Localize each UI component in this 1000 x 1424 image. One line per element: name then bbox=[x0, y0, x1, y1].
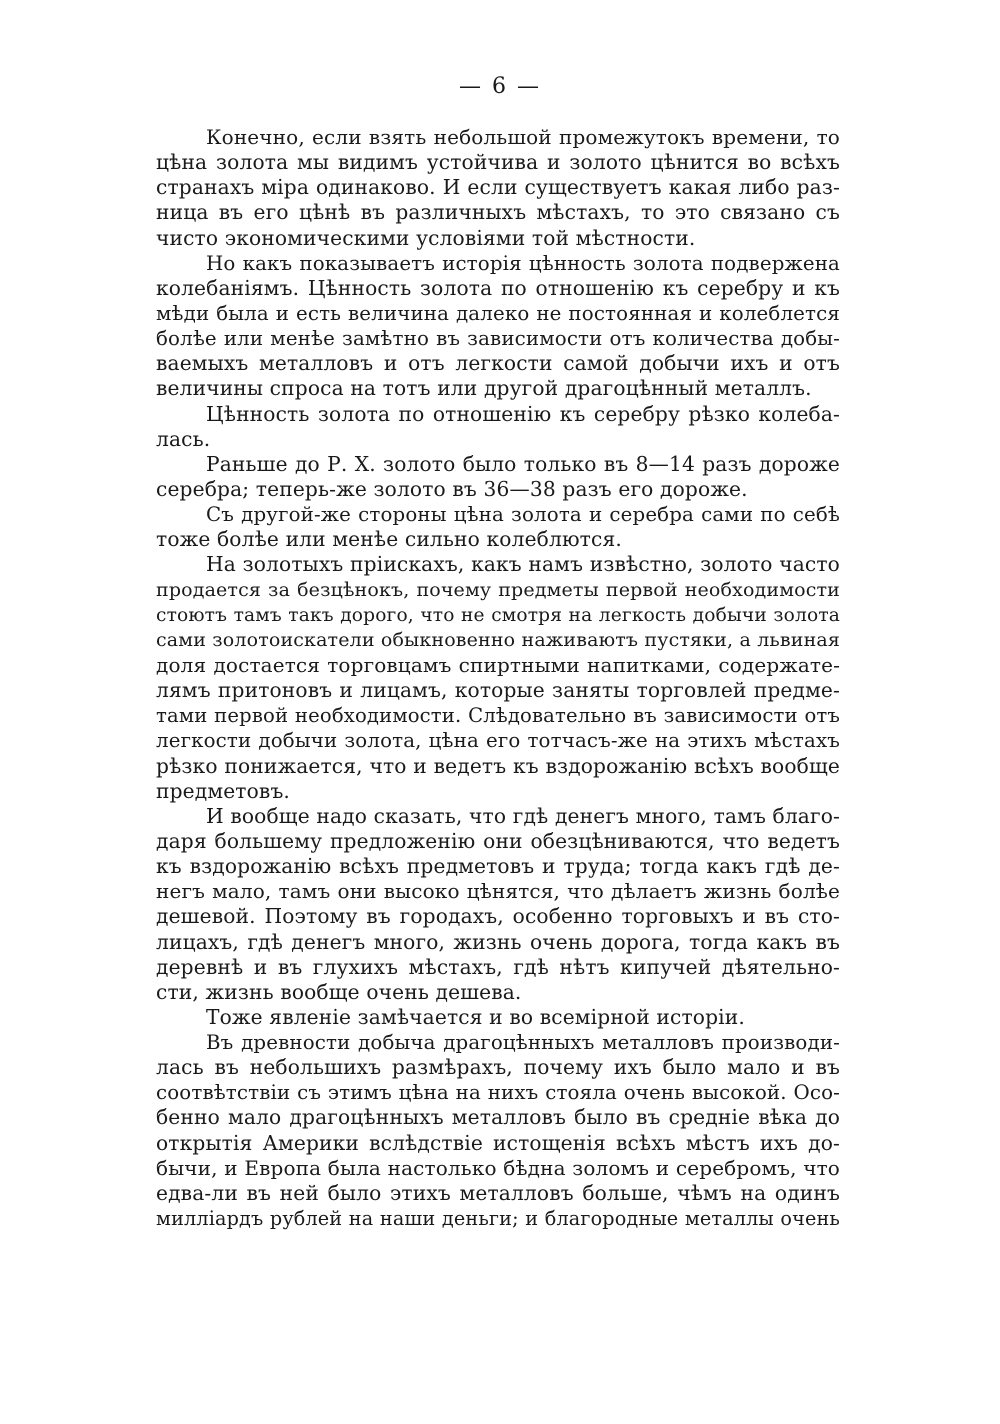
text-line: ница въ его цѣнѣ въ различныхъ мѣстахъ, то это связано съ bbox=[156, 200, 840, 225]
text-line: доля достается торговцамъ спиртными напитками, содержате- bbox=[156, 652, 840, 677]
text-line: открытія Америки вслѣдствіе истощенія всѣхъ мѣстъ ихъ до- bbox=[156, 1130, 840, 1155]
text-line: мѣди была и есть величина далеко не постоянная и колеблется bbox=[156, 301, 840, 325]
text-line: На золотыхъ пріискахъ, какъ намъ извѣстно, золото часто bbox=[206, 552, 840, 577]
text-line: Но какъ показываетъ исторія цѣнность золота подвержена bbox=[206, 251, 840, 275]
text-line: тами первой необходимости. Слѣдовательно въ зависимости отъ bbox=[156, 704, 840, 728]
page-number: — 6 — bbox=[459, 74, 541, 99]
body-text bbox=[156, 125, 840, 1231]
text-line: болѣе или менѣе замѣтно въ зависимости отъ количества добы- bbox=[156, 327, 840, 351]
text-line: величины спроса на тотъ или другой драгоцѣнный металлъ. bbox=[156, 376, 812, 401]
text-line: рѣзко понижается, что и ведетъ къ вздорожанію всѣхъ вообще bbox=[156, 753, 840, 778]
text-line: соотвѣтствіи съ этимъ цѣна на нихъ стояла очень высокой. Осо- bbox=[156, 1081, 840, 1105]
text-line: бычи, и Европа была настолько бѣдна золомъ и серебромъ, что bbox=[156, 1155, 840, 1180]
text-line: Конечно, если взять небольшой промежутокъ времени, то bbox=[206, 125, 840, 149]
text-line: лась въ небольшихъ размѣрахъ, почему ихъ было мало и въ bbox=[156, 1055, 840, 1080]
text-line: негъ мало, тамъ они высоко цѣнятся, что дѣлаетъ жизнь болѣе bbox=[156, 879, 840, 904]
text-line: дешевой. Поэтому въ городахъ, особенно торговыхъ и въ сто- bbox=[156, 904, 840, 929]
text-line: къ вздорожанію всѣхъ предметовъ и труда; тогда какъ гдѣ де- bbox=[156, 854, 840, 879]
text-line: едва-ли въ ней было этихъ металловъ больше, чѣмъ на одинъ bbox=[156, 1180, 840, 1205]
text-line: продается за безцѣнокъ, почему предметы первой необходимости bbox=[156, 578, 840, 601]
text-line: милліардъ рублей на наши деньги; и благородные металлы очень bbox=[156, 1207, 840, 1231]
text-line: ваемыхъ металловъ и отъ легкости самой добычи ихъ и отъ bbox=[156, 351, 840, 376]
text-line: легкости добычи золота, цѣна его тотчасъ-же на этихъ мѣстахъ bbox=[156, 729, 840, 753]
text-line: тоже болѣе или менѣе сильно колеблются. bbox=[156, 527, 622, 552]
text-line: Цѣнность золота по отношенію къ серебру рѣзко колеба- bbox=[206, 401, 840, 426]
text-line: чисто экономическими условіями той мѣстности. bbox=[156, 225, 696, 250]
text-line: колебаніямъ. Цѣнность золота по отношенію къ серебру и къ bbox=[156, 275, 840, 300]
text-line: И вообще надо сказать, что гдѣ денегъ много, тамъ благо- bbox=[206, 803, 840, 828]
text-line: даря большему предложенію они обезцѣниваются, что ведетъ bbox=[156, 828, 840, 853]
text-line: цѣна золота мы видимъ устойчива и золото цѣнится во всѣхъ bbox=[156, 150, 840, 175]
text-line: деревнѣ и въ глухихъ мѣстахъ, гдѣ нѣтъ кипучей дѣятельно- bbox=[156, 954, 840, 979]
text-line: Раньше до Р. Х. золото было только въ 8—14 разъ дороже bbox=[206, 451, 840, 476]
text-line: лямъ притоновъ и лицамъ, которые заняты торговлей предме- bbox=[156, 678, 840, 703]
text-line: Съ другой-же стороны цѣна золота и серебра сами по себѣ bbox=[206, 503, 840, 527]
text-line: сами золотоискатели обыкновенно наживаютъ пустяки, а львиная bbox=[156, 628, 840, 651]
text-line: странахъ міра одинаково. И если существуетъ какая либо раз- bbox=[156, 175, 840, 200]
text-line: лицахъ, гдѣ денегъ много, жизнь очень дорога, тогда какъ въ bbox=[156, 929, 840, 954]
text-line: стоютъ тамъ такъ дорого, что не смотря на легкость добычи золота bbox=[156, 604, 840, 626]
text-line: лась. bbox=[156, 426, 211, 451]
text-line: бенно мало драгоцѣнныхъ металловъ было въ средніе вѣка до bbox=[156, 1105, 840, 1130]
text-line: сти, жизнь вообще очень дешева. bbox=[156, 979, 522, 1004]
text-line: предметовъ. bbox=[156, 778, 291, 803]
text-line: Въ древности добыча драгоцѣнныхъ металловъ производи- bbox=[206, 1031, 840, 1055]
text-line: Тоже явленіе замѣчается и во всемірной исторіи. bbox=[206, 1004, 745, 1029]
text-line: серебра; теперь-же золото въ 36—38 разъ его дороже. bbox=[156, 476, 748, 501]
